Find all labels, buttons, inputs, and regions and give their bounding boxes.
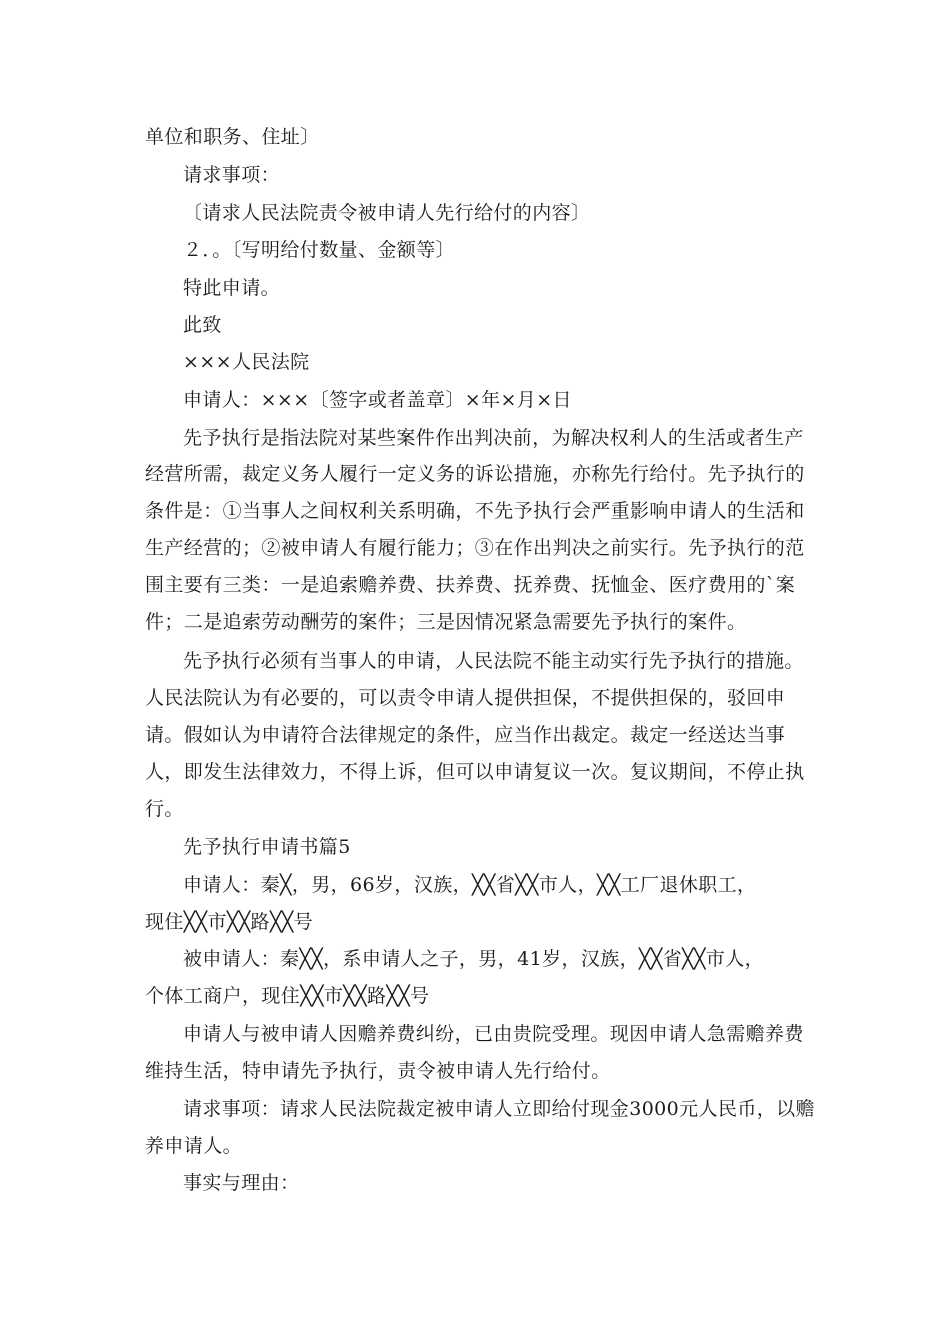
text-line: 经营所需，裁定义务人履行一定义务的诉讼措施，亦称先行给付。先予执行的 [145, 463, 805, 485]
text-line: 先予执行必须有当事人的申请，人民法院不能主动实行先予执行的措施。 [183, 650, 804, 672]
text-line: 条件是：①当事人之间权利关系明确，不先予执行会严重影响申请人的生活和 [145, 500, 805, 522]
text-line: 围主要有三类：一是追索赡养费、扶养费、抚养费、抚恤金、医疗费用的`案 [145, 574, 796, 596]
text-line: 行。 [145, 798, 184, 820]
text-line: 申请人：秦╳，男，66岁，汉族，╳╳省╳╳市人，╳╳工厂退休职工， [183, 874, 757, 896]
text-line: ×××人民法院 [183, 351, 310, 373]
text-line: 维持生活，特申请先予执行，责令被申请人先行给付。 [145, 1060, 611, 1082]
text-line: 被申请人：秦╳╳，系申请人之子，男，41岁，汉族，╳╳省╳╳市人， [183, 948, 765, 970]
text-line: ２．。〔写明给付数量、金额等〕 [183, 239, 456, 261]
text-line: 生产经营的；②被申请人有履行能力；③在作出判决之前实行。先予执行的范 [145, 537, 805, 559]
text-line: 人民法院认为有必要的，可以责令申请人提供担保，不提供担保的，驳回申 [145, 687, 786, 709]
text-line: 单位和职务、住址〕 [145, 126, 320, 148]
text-line: 件；二是追索劳动酬劳的案件；三是因情况紧急需要先予执行的案件。 [145, 611, 747, 633]
text-line: 事实与理由： [183, 1172, 300, 1194]
text-line: 人，即发生法律效力，不得上诉，但可以申请复议一次。复议期间，不停止执 [145, 761, 805, 783]
text-line: 特此申请。 [183, 277, 281, 299]
text-line: 请。假如认为申请符合法律规定的条件，应当作出裁定。裁定一经送达当事 [145, 724, 786, 746]
text-line: 此致 [183, 314, 222, 336]
text-line: 请求事项： [183, 164, 281, 186]
text-line: 请求事项：请求人民法院裁定被申请人立即给付现金3000元人民币，以赡 [183, 1098, 815, 1120]
text-line: 个体工商户，现住╳╳市╳╳路╳╳号 [145, 985, 430, 1007]
text-line: 申请人：×××〔签字或者盖章〕×年×月×日 [183, 389, 572, 411]
text-line: 养申请人。 [145, 1135, 243, 1157]
text-line: 〔请求人民法院责令被申请人先行给付的内容〕 [183, 202, 591, 224]
text-line: 申请人与被申请人因赡养费纠纷，已由贵院受理。现因申请人急需赡养费 [183, 1023, 804, 1045]
section-heading: 先予执行申请书篇5 [183, 836, 351, 858]
text-line: 现住╳╳市╳╳路╳╳号 [145, 911, 314, 933]
text-line: 先予执行是指法院对某些案件作出判决前，为解决权利人的生活或者生产 [183, 427, 804, 449]
